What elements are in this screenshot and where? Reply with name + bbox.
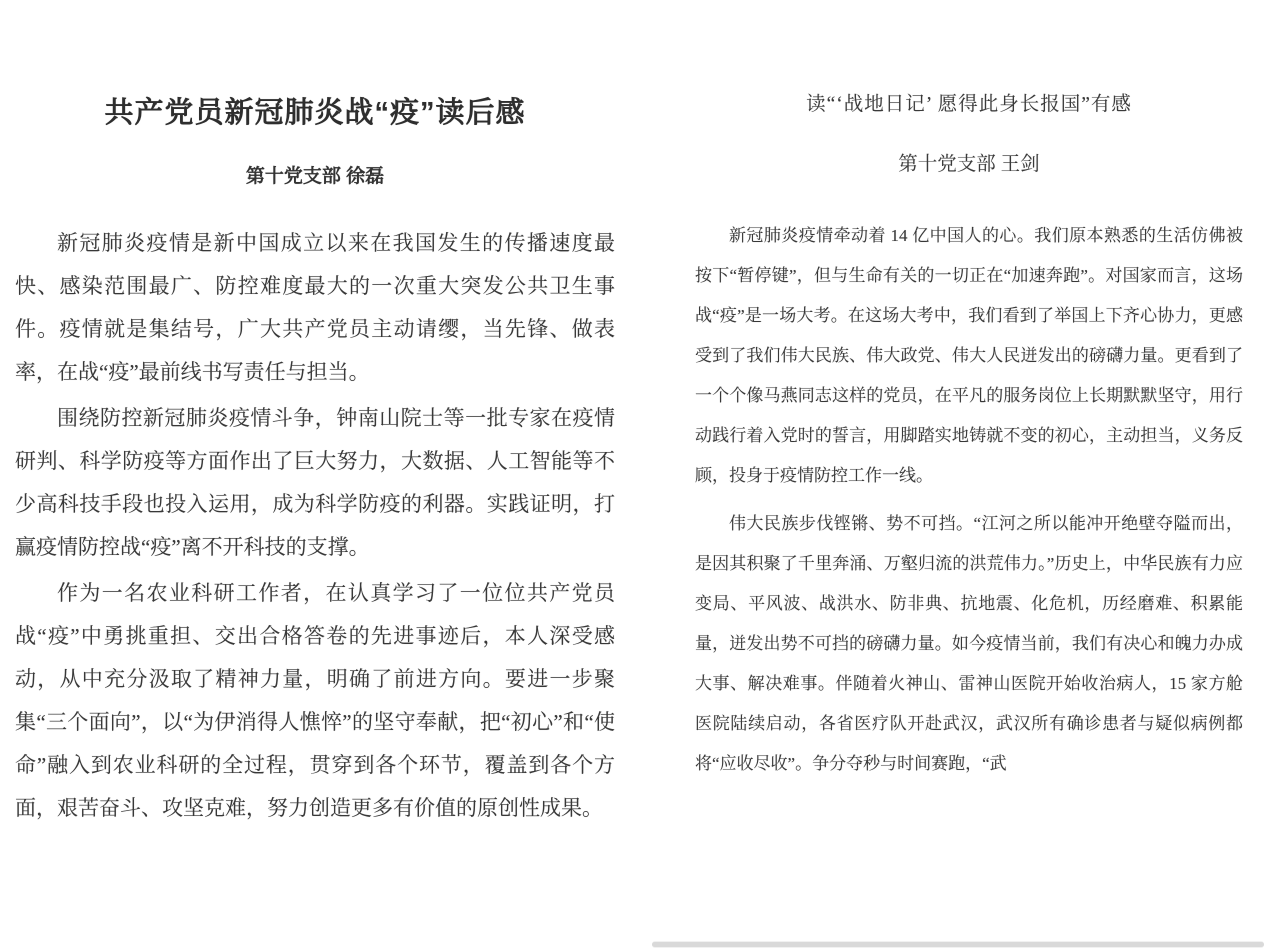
right-essay-byline: 第十党支部 王剑 — [898, 154, 1040, 175]
paragraph: 围绕防控新冠肺炎疫情斗争，钟南山院士等一批专家在疫情研判、科学防疫等方面作出了巨大努力，大数据、人工智能等不少高科技手段也投入运用，成为科学防疫的利器。实践证明，打赢疫情防控战“疫”离不开科技的支撑。 — [15, 406, 615, 559]
paragraph: 新冠肺炎疫情牵动着 14 亿中国人的心。我们原本熟悉的生活仿佛被按下“暂停键”，但与生命有关的一切正在“加速奔跑”。对国家而言，这场战“疫”是一场大考。在这场大考中，我们看到了举国上下齐心协力，更感受到了我们伟大民族、伟大政党、伟大人民迸发出的磅礴力量。更看到了一个个像马燕同志这样的党员，在平凡的服务岗位上长期默默坚守，用行动践行着入党时的誓言，用脚踏实地铸就不变的初心，主动担当，义务反顾，投身于疫情防控工作一线。 — [695, 226, 1243, 485]
paragraph: 新冠肺炎疫情是新中国成立以来在我国发生的传播速度最快、感染范围最广、防控难度最大的一次重大突发公共卫生事件。疫情就是集结号，广大共产党员主动请缨，当先锋、做表率，在战“疫”最前线书写责任与担当。 — [15, 231, 615, 384]
horizontal-scrollbar[interactable] — [652, 941, 1264, 948]
paragraph: 伟大民族步伐铿锵、势不可挡。“江河之所以能冲开绝壁夺隘而出，是因其积聚了千里奔涌、万壑归流的洪荒伟力。”历史上，中华民族有力应变局、平风波、战洪水、防非典、抗地震、化危机，历经磨难、积累能量，迸发出势不可挡的磅礴力量。如今疫情当前，我们有决心和魄力办成大事、解决难事。伴随着火神山、雷神山医院开始收治病人，15 家方舱医院陆续启动，各省医疗队开赴武汉，武汉所有确诊患者与疑似病例都将“应收尽收”。争分夺秒与时间赛跑，“武 — [695, 514, 1243, 773]
paragraph: 作为一名农业科研工作者，在认真学习了一位位共产党员战“疫”中勇挑重担、交出合格答卷的先进事迹后，本人深受感动，从中充分汲取了精神力量，明确了前进方向。要进一步聚集“三个面向”，以“为伊消得人憔悴”的坚守奉献，把“初心”和“使命”融入到农业科研的全过程，贯穿到各个环节，覆盖到各个方面，艰苦奋斗、攻坚克难，努力创造更多有价值的原创性成果。 — [15, 581, 615, 820]
left-essay-byline: 第十党支部 徐磊 — [245, 166, 385, 187]
right-essay-body — [695, 216, 1243, 784]
left-essay-body — [15, 222, 615, 830]
right-essay-title: 读“‘战地日记’ 愿得此身长报国”有感 — [806, 94, 1132, 115]
horizontal-scrollbar-thumb[interactable] — [652, 942, 1264, 947]
page-right-essay — [695, 0, 1243, 784]
left-essay-title: 共产党员新冠肺炎战“疫”读后感 — [104, 97, 526, 129]
page-left-essay — [15, 0, 615, 830]
